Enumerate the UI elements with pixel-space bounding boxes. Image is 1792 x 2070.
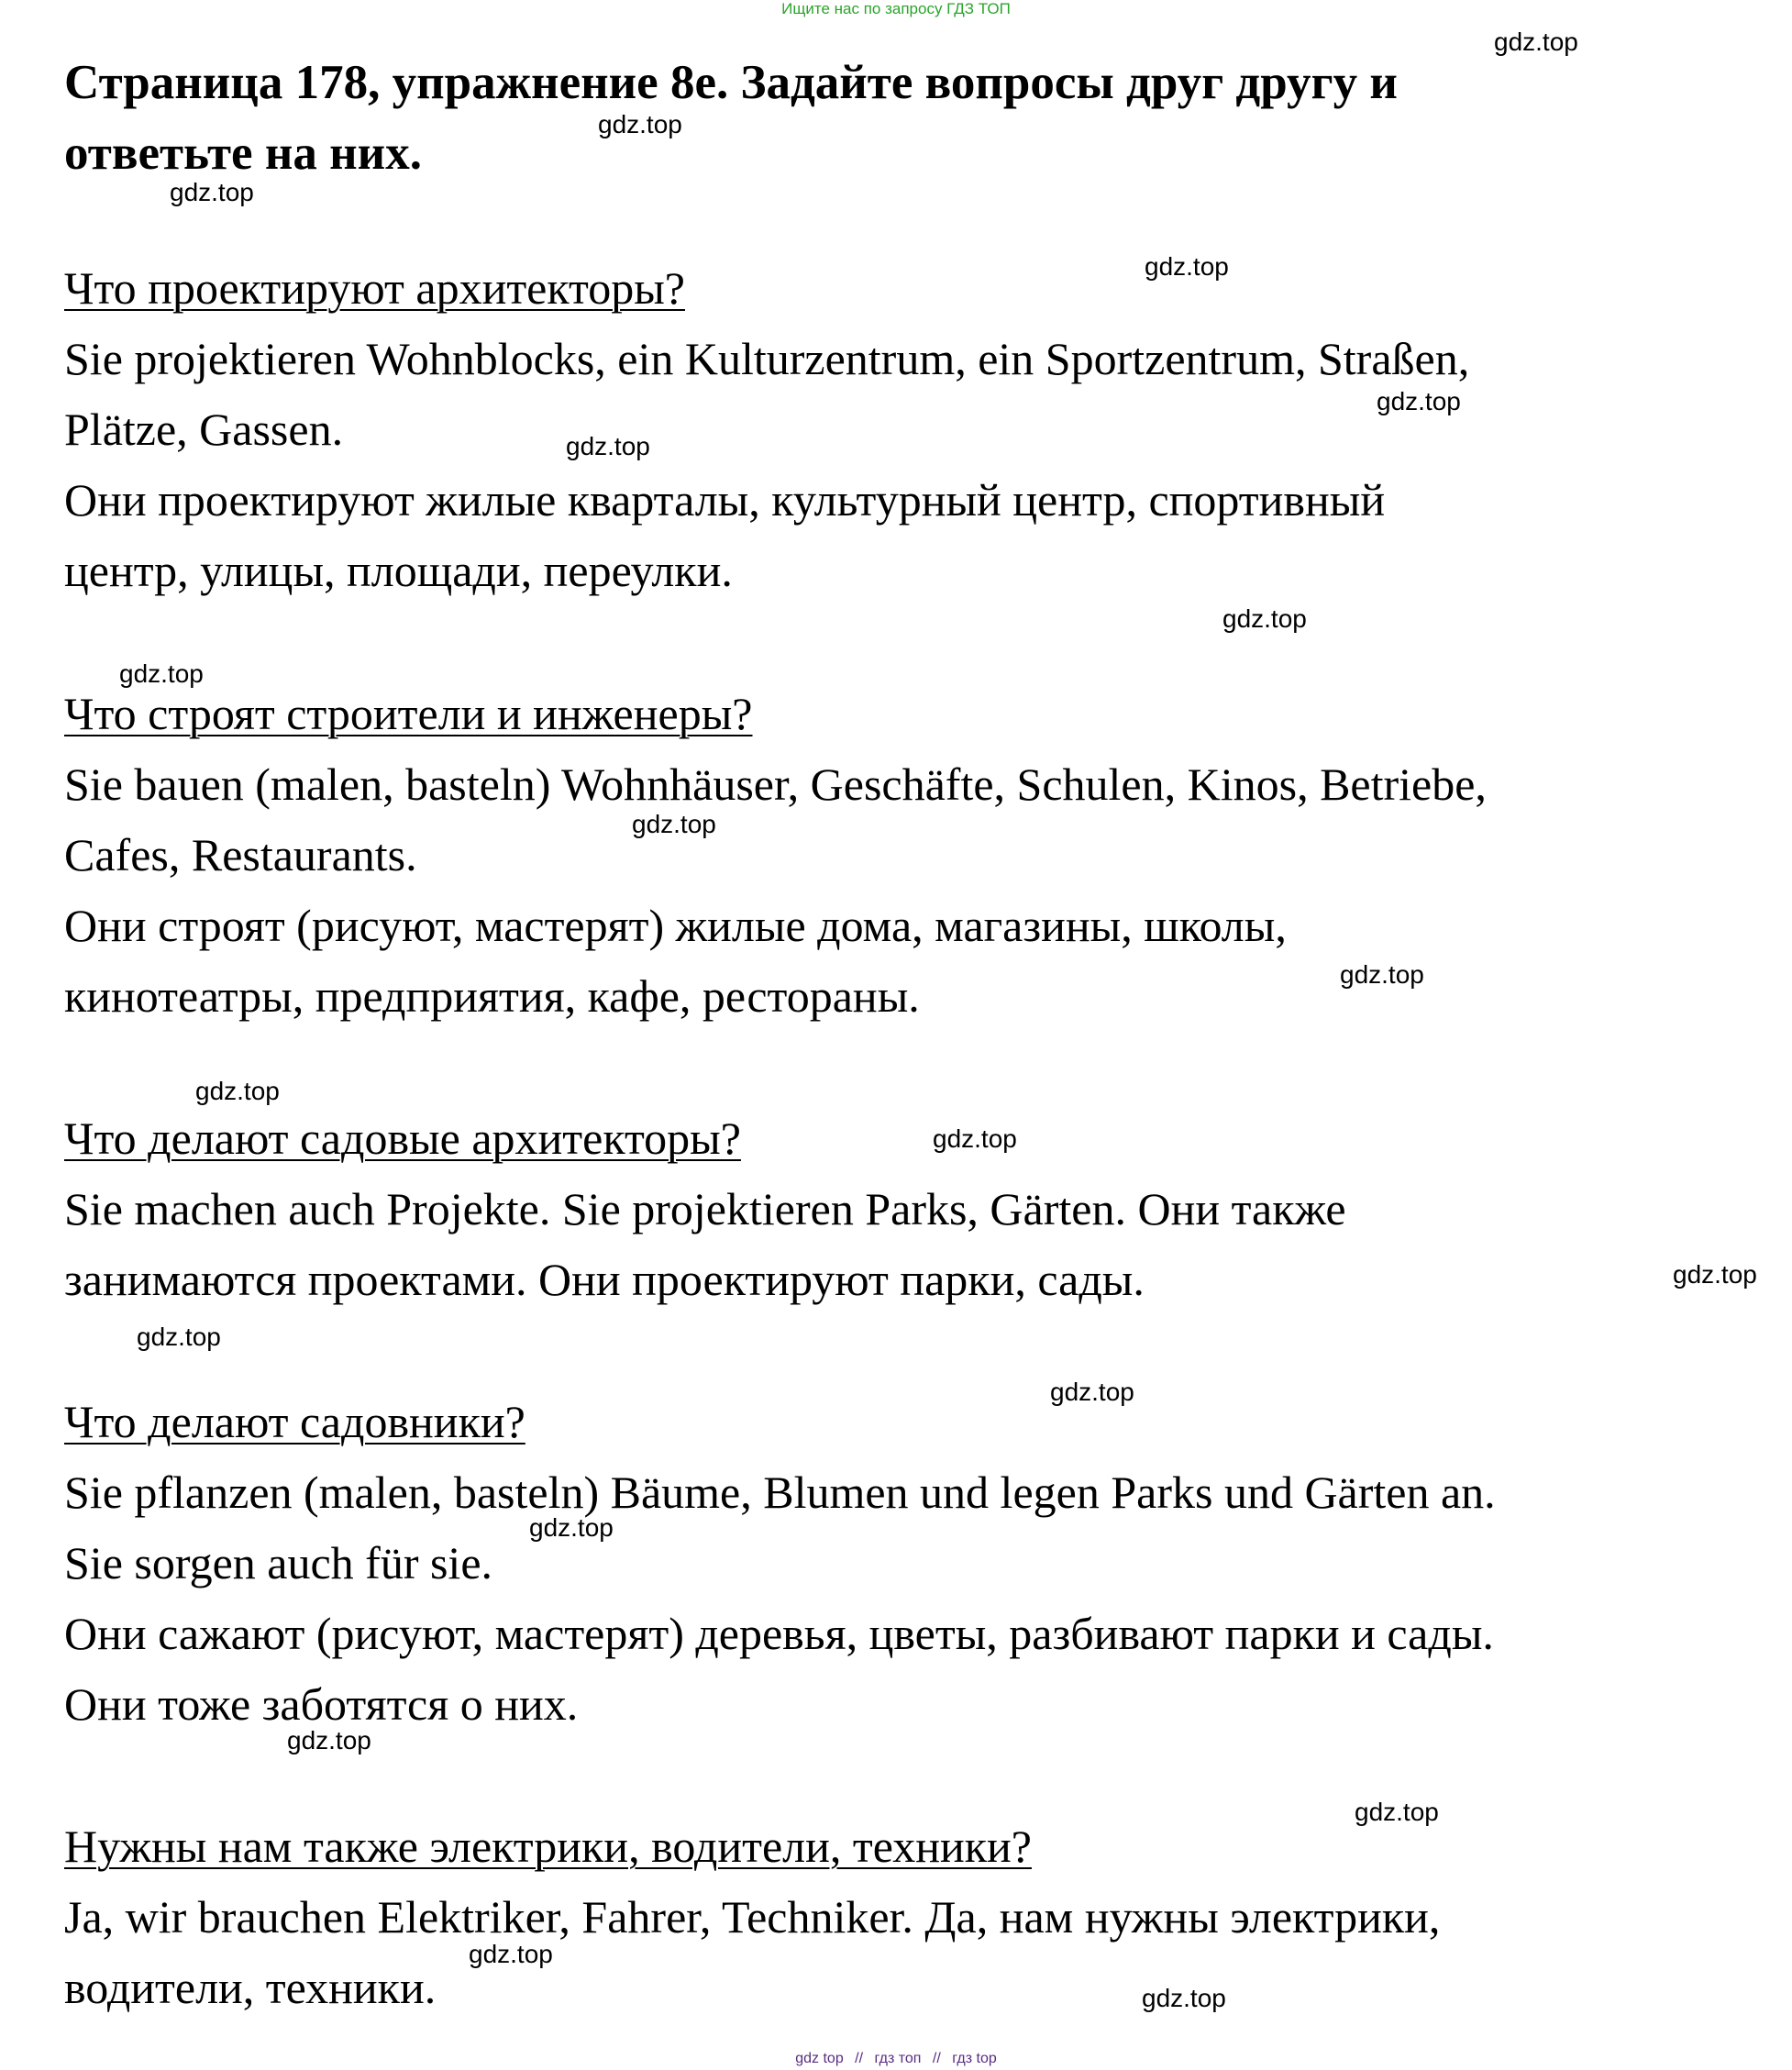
watermark: gdz.top	[170, 178, 254, 206]
answer-line: Они строят (рисуют, мастерят) жилые дома, магазины, школы,	[64, 900, 1287, 951]
watermark: gdz.top	[1222, 604, 1307, 633]
footer-link[interactable]: гдз топ	[874, 2051, 922, 2066]
answer-line: водители, техники.	[64, 1962, 437, 2013]
answer-line: Plätze, Gassen.	[64, 404, 344, 455]
answer-3	[64, 1174, 1761, 1315]
answer-line: Они сажают (рисуют, мастерят) деревья, цветы, разбивают парки и сады.	[64, 1608, 1494, 1659]
answer-5	[64, 1882, 1761, 2023]
answer-line: Они проектируют жилые кварталы, культурный центр, спортивный	[64, 474, 1386, 526]
watermark: gdz.top	[1340, 960, 1424, 989]
watermark: gdz.top	[137, 1323, 221, 1351]
watermark: gdz.top	[598, 110, 682, 138]
footer-separator: //	[932, 2051, 941, 2066]
answer-4	[64, 1457, 1761, 1740]
watermark: gdz.top	[1142, 1984, 1226, 2012]
answer-2	[64, 749, 1761, 1032]
watermark: gdz.top	[195, 1077, 280, 1105]
watermark: gdz.top	[1494, 28, 1578, 56]
footer-link[interactable]: гдз top	[952, 2051, 997, 2066]
answer-line: Cafes, Restaurants.	[64, 829, 417, 880]
answer-1	[64, 324, 1761, 606]
answer-line: Ja, wir brauchen Elektriker, Fahrer, Techniker. Да, нам нужны электрики,	[64, 1891, 1441, 1943]
answer-line: Sie pflanzen (malen, basteln) Bäume, Blumen und legen Parks und Gärten an.	[64, 1467, 1496, 1518]
question-3: Что делают садовые архитекторы?	[64, 1112, 741, 1164]
answer-line: Sie bauen (malen, basteln) Wohnhäuser, Geschäfte, Schulen, Kinos, Betriebe,	[64, 758, 1487, 810]
watermark: gdz.top	[529, 1513, 614, 1542]
question-4: Что делают садовники?	[64, 1396, 525, 1447]
watermark: gdz.top	[632, 810, 716, 838]
watermark: gdz.top	[1673, 1260, 1757, 1289]
question-2: Что строят строители и инженеры?	[64, 688, 753, 739]
footer-separator: //	[855, 2051, 864, 2066]
answer-line: Sie machen auch Projekte. Sie projektieren Parks, Gärten. Они также	[64, 1183, 1346, 1234]
answer-line: Sie sorgen auch für sie.	[64, 1537, 493, 1588]
watermark: gdz.top	[287, 1726, 371, 1755]
answer-line: занимаются проектами. Они проектируют парки, сады.	[64, 1254, 1145, 1305]
question-5: Нужны нам также электрики, водители, техники?	[64, 1821, 1032, 1872]
watermark: gdz.top	[1377, 387, 1461, 415]
answer-line: центр, улицы, площади, переулки.	[64, 545, 733, 596]
watermark: gdz.top	[566, 432, 650, 460]
watermark: gdz.top	[1050, 1378, 1134, 1406]
watermark: gdz.top	[1355, 1798, 1439, 1826]
footer-link[interactable]: gdz top	[795, 2051, 844, 2066]
page-title: Страница 178, упражнение 8е. Задайте вопросы друг другу и ответьте на них.	[64, 56, 1398, 180]
answer-line: Sie projektieren Wohnblocks, ein Kulturzentrum, ein Sportzentrum, Straßen,	[64, 333, 1470, 384]
watermark: gdz.top	[933, 1124, 1017, 1153]
watermark: gdz.top	[1145, 252, 1229, 281]
watermark: gdz.top	[119, 659, 204, 688]
answer-line: кинотеатры, предприятия, кафе, рестораны.	[64, 970, 920, 1022]
top-banner: Ищите нас по запросу ГДЗ ТОП	[781, 0, 1011, 17]
answer-line: Они тоже заботятся о них.	[64, 1678, 579, 1730]
question-1: Что проектируют архитекторы?	[64, 262, 685, 314]
footer	[0, 2048, 1792, 2070]
watermark: gdz.top	[469, 1940, 553, 1968]
